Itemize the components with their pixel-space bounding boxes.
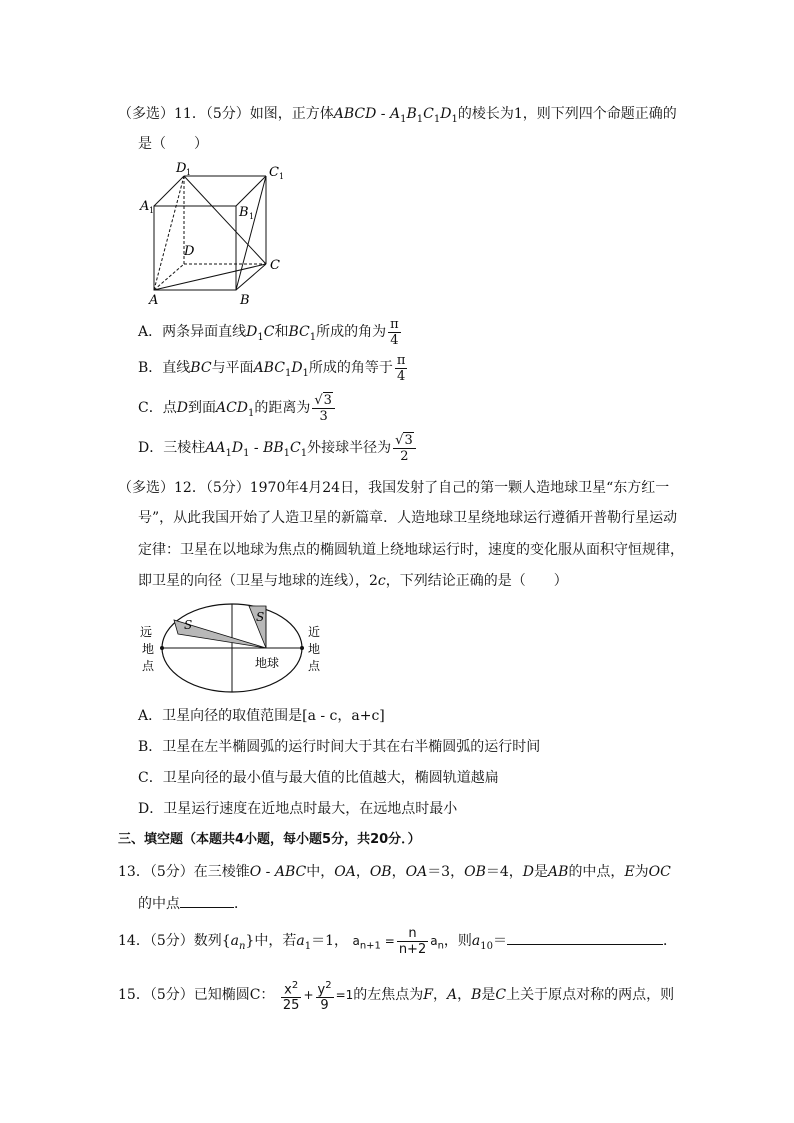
label-d1-sub: 1	[186, 168, 192, 177]
fraction: $\frac{n}{n+2}$	[398, 926, 427, 957]
q11-line1: （多选）11．（5分）如图，正方体ABCD - $A_1B_1C_1D_1$的棱长为1，则下列四个命题正确的	[118, 106, 677, 125]
fraction: $\frac{y^2}{9}$	[317, 980, 332, 1014]
earth-label: 地球	[255, 656, 280, 670]
q11-option-d: D．三棱柱$AA_1D_1 - BB_1C_1$外接球半径为 $\frac{√3}{2}$	[138, 432, 418, 470]
q11-option-c: C．点D到面$ACD_1$的距离为 $\frac{√3}{3}$	[138, 392, 337, 430]
q12-line1: （多选）12．（5分）1970年4月24日，我国发射了自己的第一颗人造地球卫星“东方红一	[118, 480, 670, 496]
answer-blank[interactable]	[180, 893, 234, 908]
section-3-heading: 三、填空题（本题共4小题，每小题5分，共20分．）	[118, 832, 421, 847]
q12-option-b: B．卫星在左半椭圆弧的运行时间大于其在右半椭圆弧的运行时间	[138, 739, 541, 755]
answer-blank[interactable]	[507, 930, 663, 945]
far-point-label-3: 点	[142, 659, 155, 673]
q12-line4: 即卫星的向径（卫星与地球的连线），2c，下列结论正确的是（ ）	[138, 573, 568, 589]
q12-line3: 定律：卫星在以地球为焦点的椭圆轨道上绕地球运行时，速度的变化服从面积守恒规律，	[138, 542, 684, 558]
sector-label-left: S	[184, 618, 193, 632]
q13-line1: 13．（5分）在三棱锥O - ABC中，OA，OB，OA＝3，OB＝4，D是AB的中点，E为OC	[118, 864, 671, 880]
label-b1: B	[239, 205, 249, 220]
label-c: C	[270, 258, 280, 273]
label-a1: A	[140, 199, 150, 214]
label-a1-sub: 1	[149, 206, 155, 215]
label-b1-sub: 1	[249, 212, 255, 221]
fraction: $\frac{\pi}{4}$	[396, 352, 406, 384]
q11-option-b: B．直线BC与平面$ABC_1D_1$所成的角等于 $\frac{\pi}{4}$	[138, 352, 406, 384]
label-d1: D	[176, 161, 187, 176]
near-point-label-1: 近	[308, 625, 321, 639]
q11-dash: -	[376, 106, 390, 122]
far-point-label-1: 远	[140, 625, 153, 639]
q11-option-a: A．两条异面直线$D_1C$和$BC_1$所成的角为 $\frac{\pi}{4}$	[138, 316, 399, 348]
fraction: $\frac{√3}{3}$	[312, 392, 335, 424]
q11-cube-top: A	[389, 106, 401, 122]
q11-cube-name: ABCD	[333, 106, 377, 122]
far-point-label-2: 地	[142, 642, 155, 656]
q15-line: 15．（5分）已知椭圆C： $\frac{x^2}{25}$ + $\frac{y^2}{9}$ =1的左焦点为F，A，B是C上关于原点对称的两点，则	[118, 980, 675, 1014]
q12-option-d: D．卫星运行速度在近地点时最大，在远地点时最小	[138, 801, 458, 817]
label-b: B	[240, 293, 250, 308]
q11-line2: 是（ ）	[138, 136, 208, 152]
q11-prefix: （多选）11．（5分）如图，正方体	[118, 106, 334, 122]
q13-line2: 的中点 ．	[138, 893, 248, 914]
label-c1: C	[269, 165, 279, 180]
label-c1-sub: 1	[279, 172, 285, 181]
label-d: D	[184, 244, 195, 259]
near-point-label-3: 点	[308, 659, 321, 673]
ellipse-figure	[130, 598, 330, 698]
fraction: $\frac{x^2}{25}$	[282, 980, 300, 1014]
q11-text1: 的棱长为1，则下列四个命题正确的	[457, 106, 677, 122]
q12-option-a: A．卫星向径的取值范围是[a - c，a+c]	[138, 708, 385, 724]
q12-option-c: C．卫星向径的最小值与最大值的比值越大，椭圆轨道越扁	[138, 770, 499, 786]
label-a: A	[149, 293, 159, 308]
cube-figure	[136, 158, 296, 308]
q12-line2: 号”，从此我国开始了人造卫星的新篇章．人造地球卫星绕地球运行遵循开普勒行星运动	[138, 510, 678, 526]
sector-label-right: S	[256, 610, 265, 624]
fraction: $\frac{\pi}{4}$	[390, 316, 399, 348]
near-point-label-2: 地	[308, 642, 321, 656]
q14-line: 14．（5分）数列$\{a_n\}$中，若$a_1=1$， $a_{n+1}$ = $\frac{n}{n+2}$ $a_n$，则$a_{10}=$ ．	[118, 926, 678, 957]
fraction: $\frac{√3}{2}$	[393, 432, 416, 464]
